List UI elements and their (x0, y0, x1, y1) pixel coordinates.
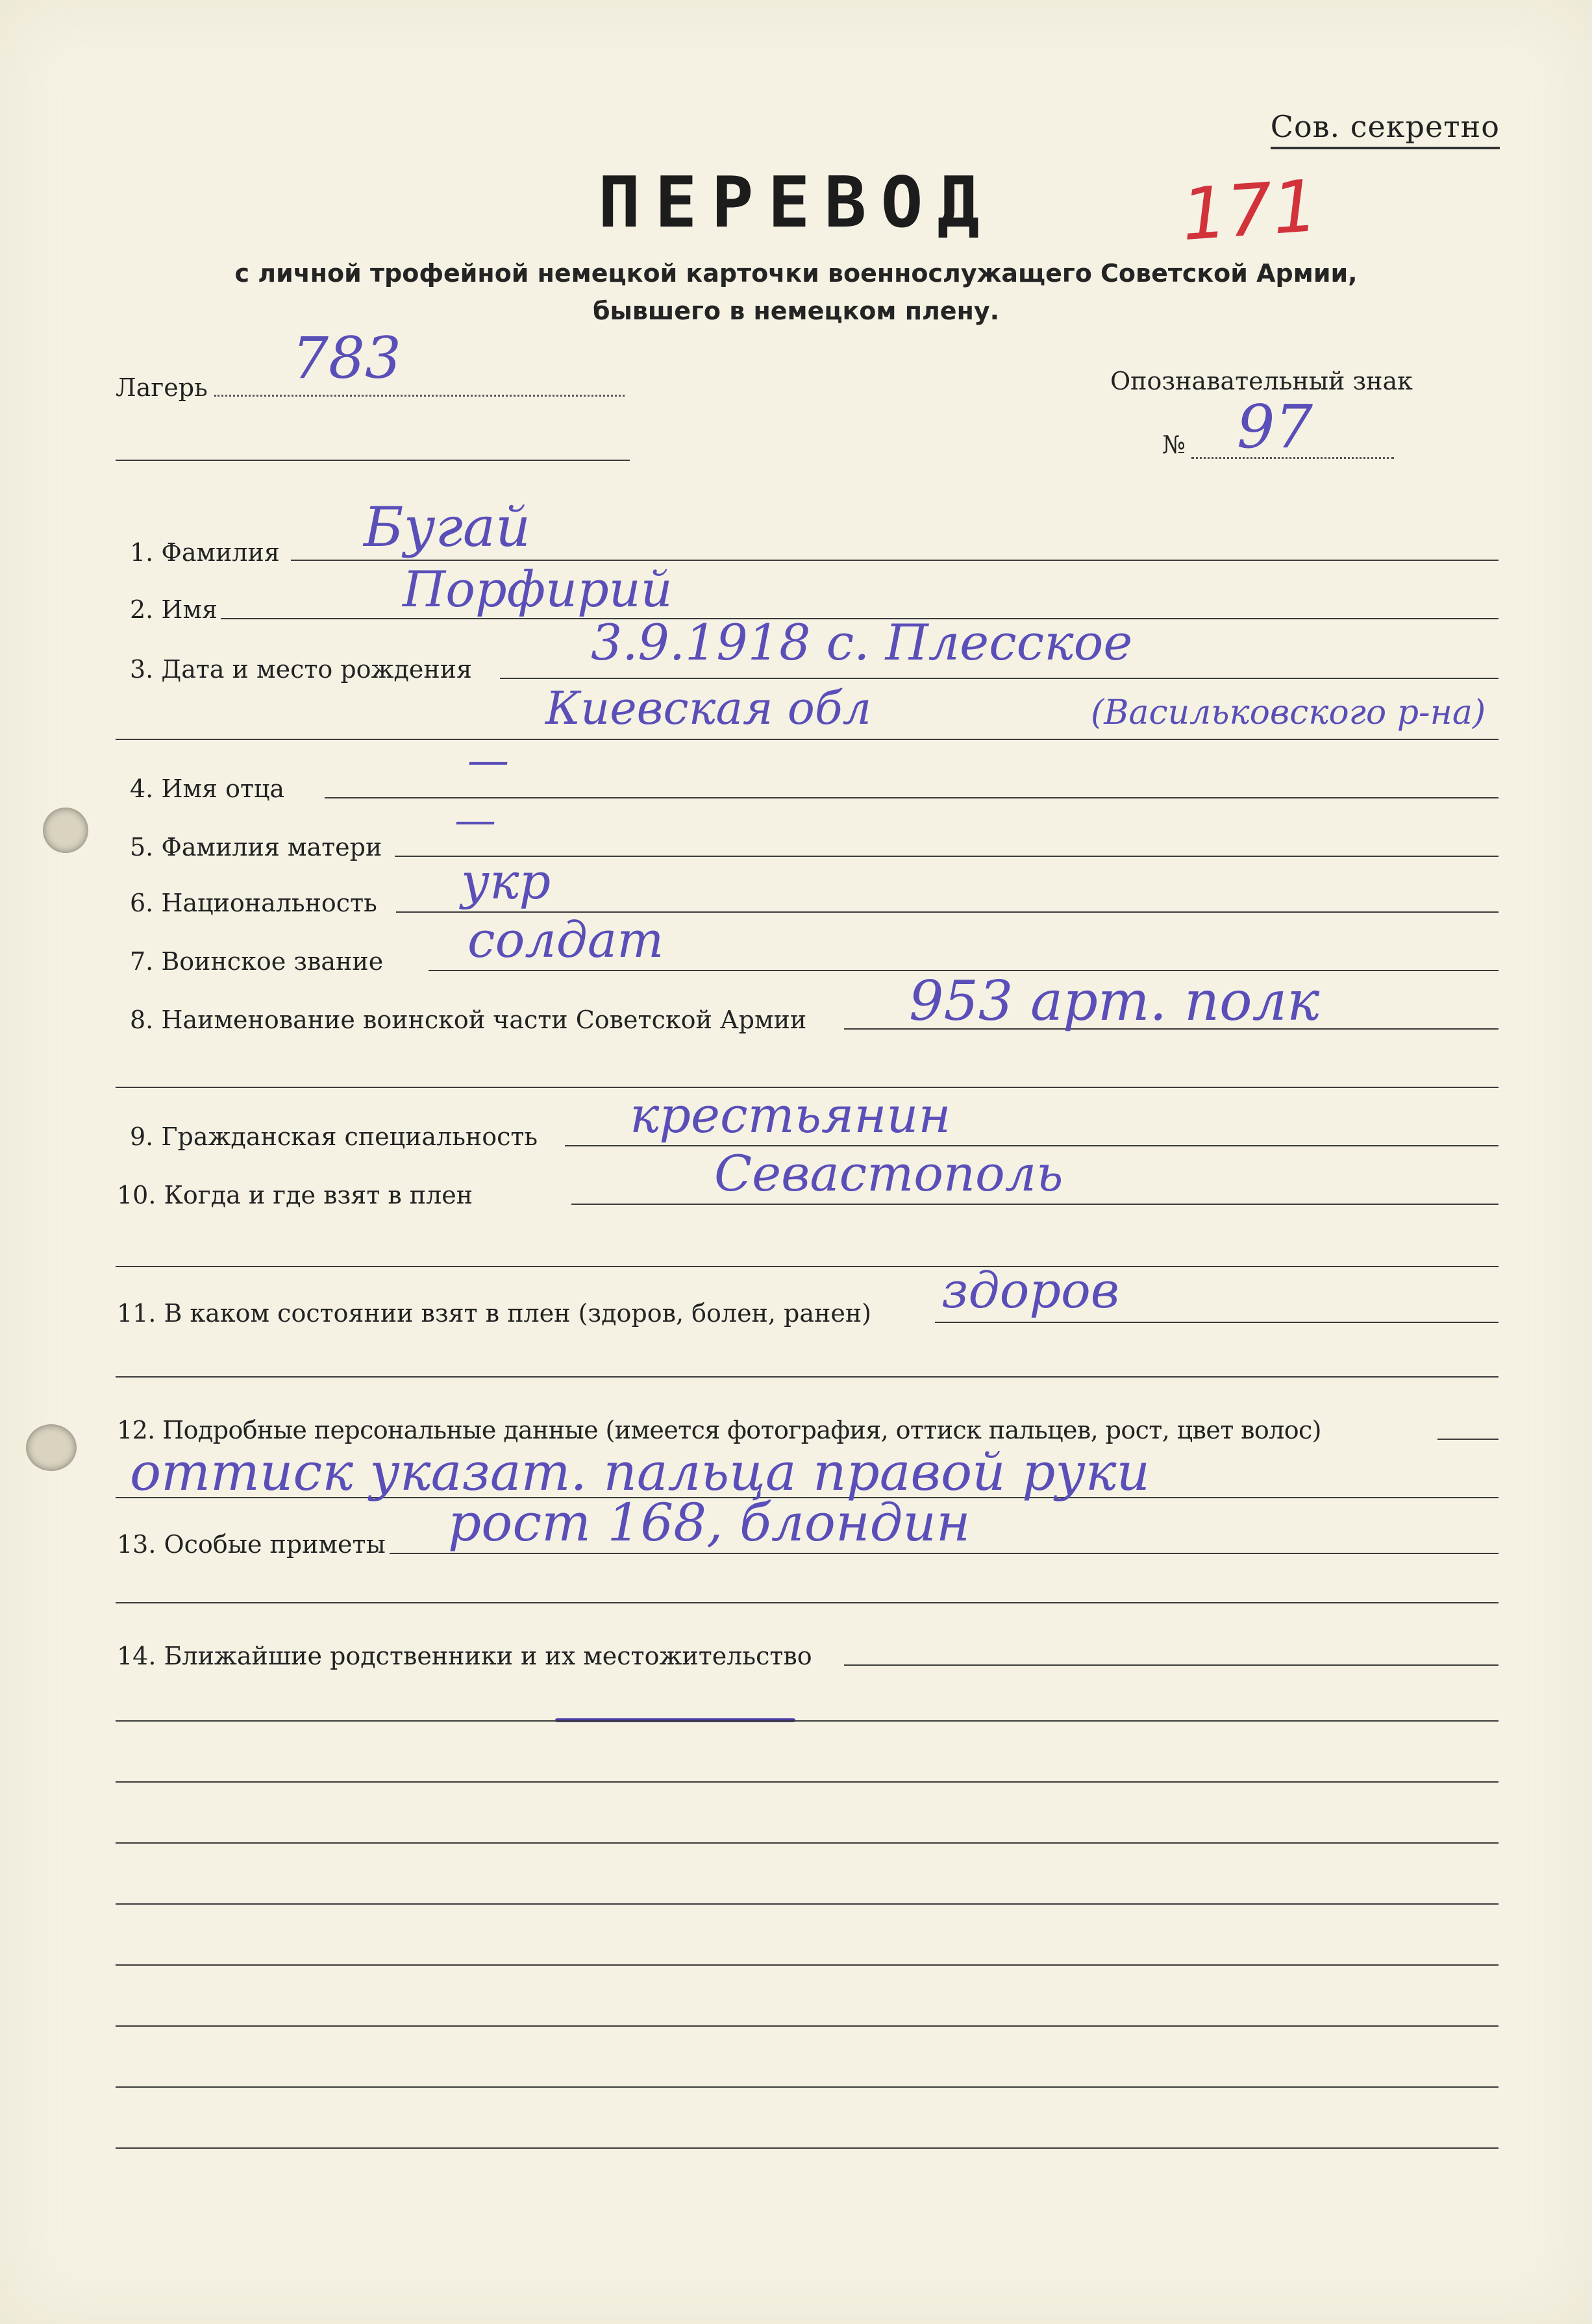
blank-line-3 (116, 1842, 1499, 1844)
civil-specialty-value: крестьянин (630, 1086, 951, 1144)
special-marks-value: рост 168, блондин (448, 1492, 971, 1553)
document-subtitle (0, 254, 1592, 330)
subtitle-line-2: бывшего в немецком плену. (592, 297, 1000, 325)
blank-line-4 (116, 1903, 1499, 1905)
id-tag-value: 97 (1237, 392, 1313, 462)
document-title: ПЕРЕВОД (598, 162, 994, 243)
father-name-line (325, 797, 1499, 798)
mother-surname-line (395, 856, 1499, 857)
personal-data-value: оттиск указат. пальца правой руки (130, 1442, 1150, 1502)
subtitle-line-1: с личной трофейной немецкой карточки военнослужащего Советской Армии, (234, 259, 1358, 288)
camp-line-2 (116, 460, 630, 461)
surname-label: 1. Фамилия (130, 538, 280, 567)
father-name-value: — (467, 737, 509, 785)
first-name-label: 2. Имя (130, 595, 218, 624)
capture-value: Севастополь (714, 1144, 1063, 1202)
personal-data-label: 12. Подробные персональные данные (имеется фотография, оттиск пальцев, рост, цвет волос) (117, 1416, 1321, 1444)
blank-line-8 (116, 2147, 1499, 2149)
special-marks-line-2 (116, 1602, 1499, 1603)
punch-hole-top (43, 808, 88, 853)
mother-surname-label: 5. Фамилия матери (130, 833, 382, 861)
military-rank-value: солдат (467, 911, 664, 969)
military-unit-label: 8. Наименование воинской части Советской Армии (130, 1006, 807, 1034)
surname-value: Бугай (364, 495, 531, 559)
blank-line-1 (116, 1720, 1499, 1722)
relatives-label: 14. Ближайшие родственники и их местожительство (117, 1642, 812, 1670)
id-tag-label: Опознавательный знак (1110, 367, 1413, 395)
id-tag-number-sign: № (1162, 430, 1186, 459)
birth-value-line2: Киевская обл (545, 682, 872, 735)
nationality-label: 6. Национальность (130, 889, 377, 917)
father-name-label: 4. Имя отца (130, 774, 285, 803)
capture-condition-value: здоров (941, 1261, 1120, 1319)
military-rank-label: 7. Воинское звание (130, 947, 384, 976)
blank-line-2 (116, 1781, 1499, 1783)
capture-condition-line-2 (116, 1376, 1499, 1378)
capture-condition-line (935, 1322, 1499, 1323)
birth-value-line3: (Васильковского р-на) (1091, 693, 1486, 732)
special-marks-line (390, 1553, 1499, 1554)
handwritten-number: 171 (1178, 164, 1321, 257)
camp-label: Лагерь (116, 373, 208, 402)
special-marks-label: 13. Особые приметы (117, 1530, 386, 1559)
nationality-value: укр (461, 852, 551, 910)
camp-line (214, 395, 625, 397)
birth-value-line1: 3.9.1918 с. Плесское (591, 613, 1133, 671)
birth-line-2 (116, 739, 1499, 740)
blank-line-6 (116, 2025, 1499, 2027)
camp-value: 783 (292, 325, 401, 391)
capture-condition-label: 11. В каком состоянии взят в плен (здоров, болен, ранен) (117, 1299, 871, 1328)
capture-when-where-label: 10. Когда и где взят в плен (117, 1181, 473, 1209)
classification-mark: Сов. секретно (1271, 109, 1500, 149)
birth-line (500, 678, 1499, 679)
punch-hole-bottom (26, 1424, 77, 1471)
capture-line (571, 1204, 1499, 1205)
blank-line-5 (116, 1964, 1499, 1966)
relatives-line (844, 1664, 1499, 1666)
capture-line-2 (116, 1266, 1499, 1267)
blank-line-7 (116, 2086, 1499, 2088)
mother-surname-value: — (454, 797, 496, 845)
personal-data-line (1437, 1439, 1499, 1440)
birth-date-place-label: 3. Дата и место рождения (130, 655, 473, 684)
civil-specialty-label: 9. Гражданская специальность (130, 1122, 538, 1151)
first-name-value: Порфирий (403, 560, 673, 618)
military-unit-value: 953 арт. полк (909, 969, 1320, 1033)
